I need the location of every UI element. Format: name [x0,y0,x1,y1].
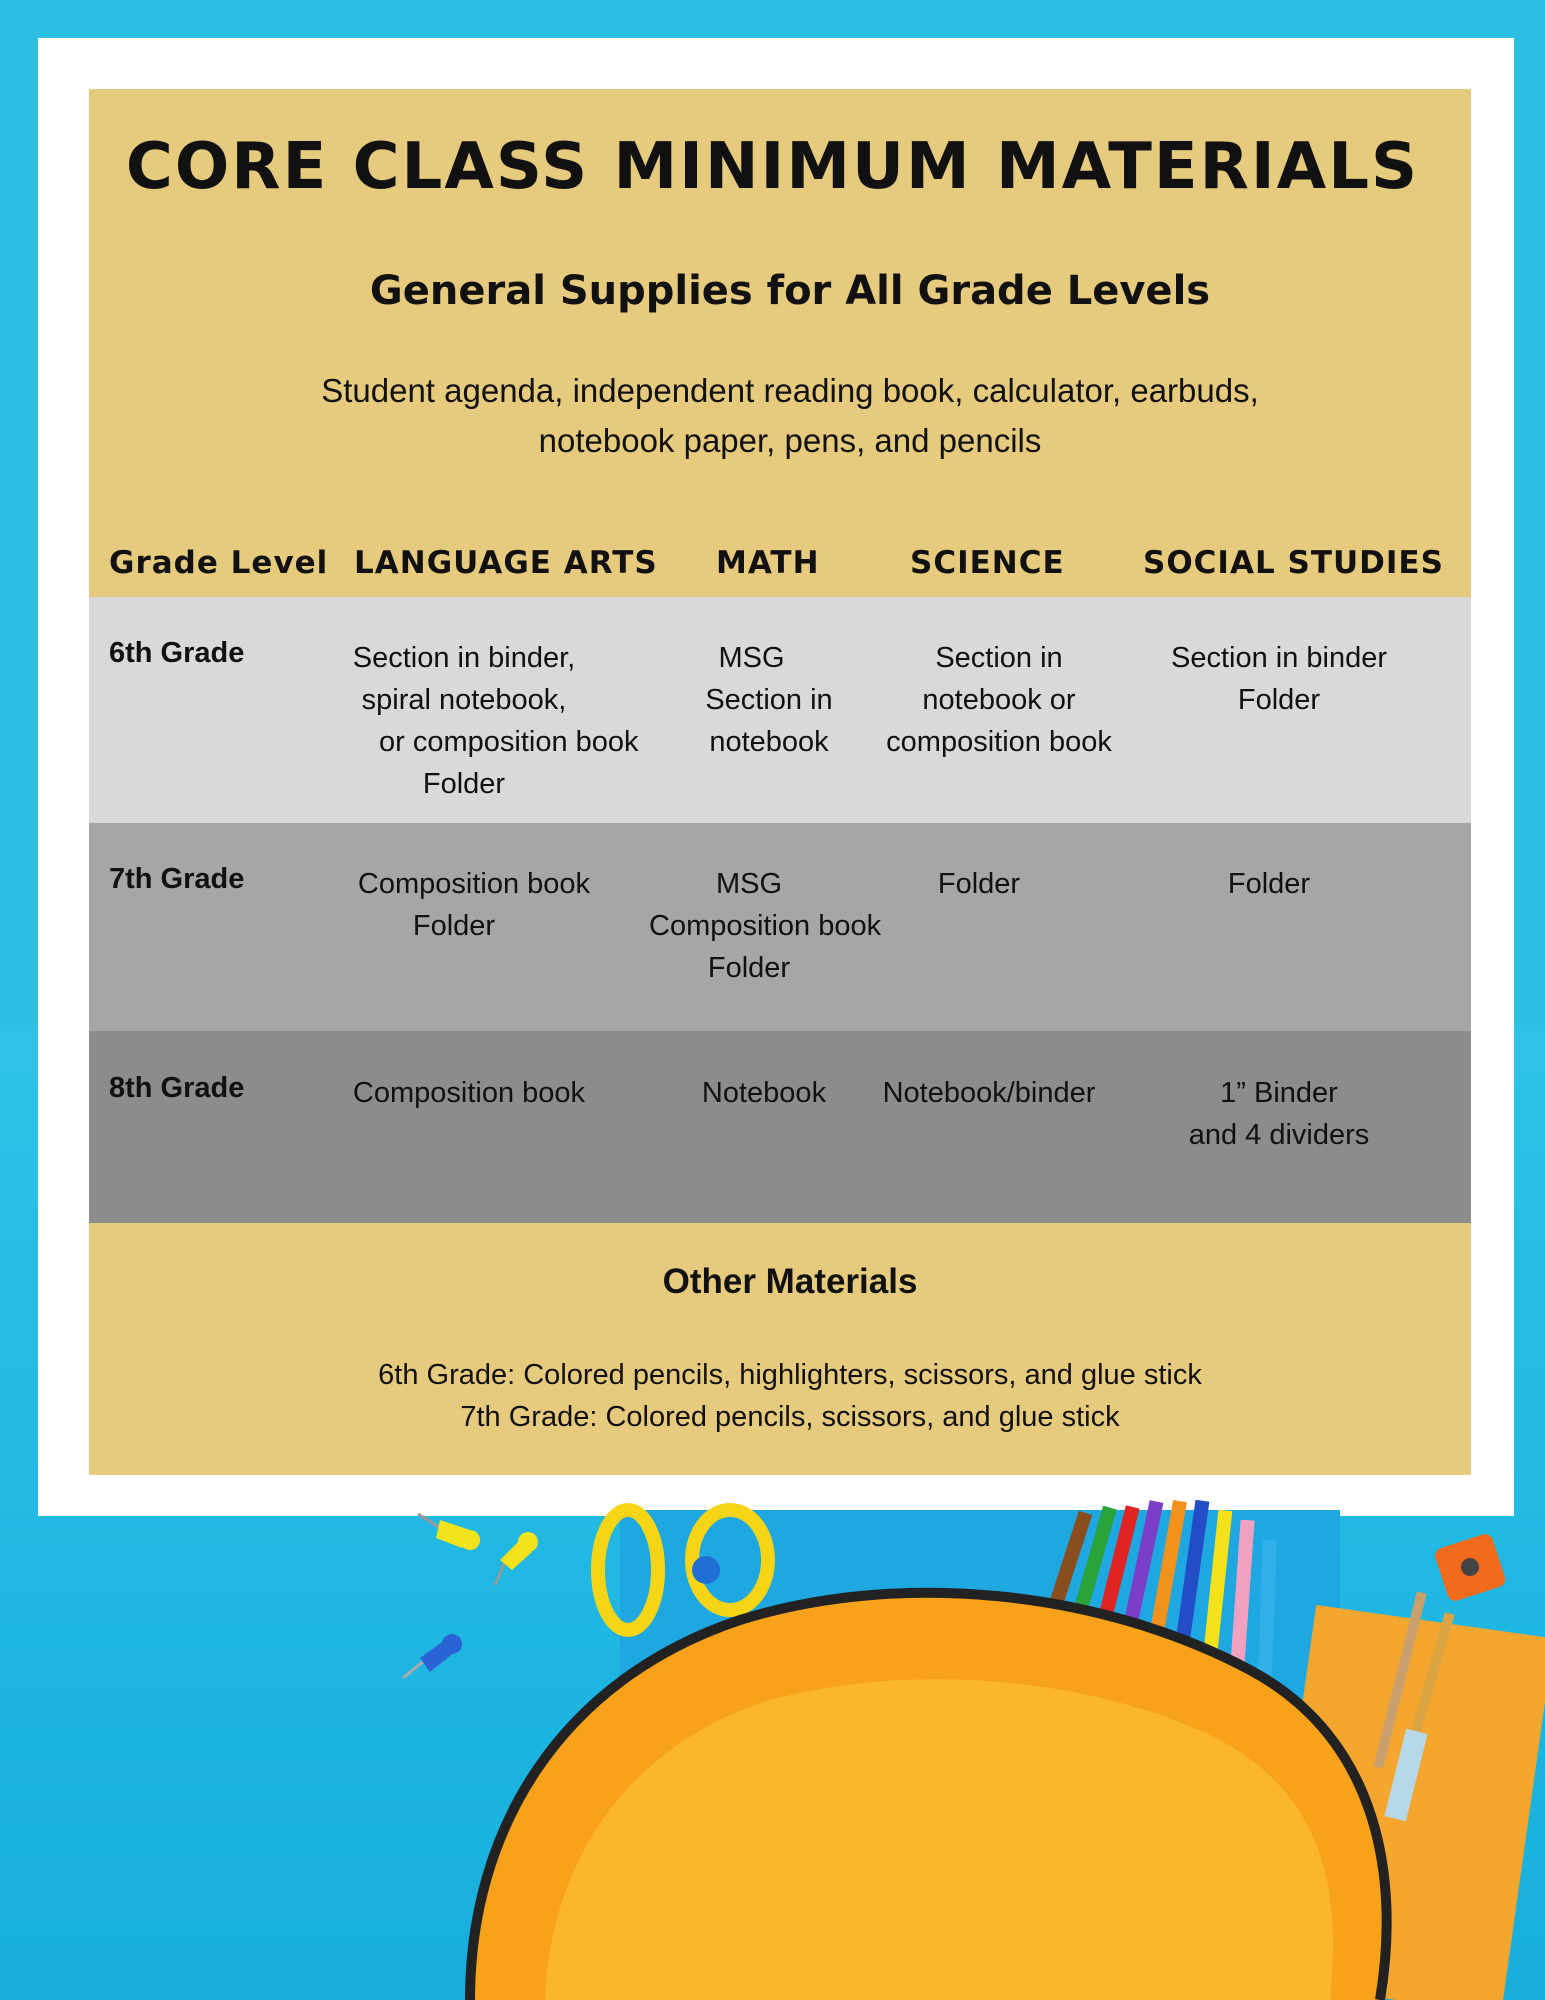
cell-line: Composition book [649,910,882,942]
cell-math [689,637,849,763]
general-supplies-line: Student agenda, independent reading book, calculator, earbuds, [321,372,1259,409]
cell-line: Folder [422,768,506,800]
cell-line: Folder [1227,868,1311,900]
cell-line: Folder [412,910,496,942]
push-pin-icon [403,1634,462,1678]
other-materials-line: 7th Grade: Colored pencils, scissors, and glue stick [460,1401,1120,1433]
other-materials-list [0,1354,1545,1438]
cell-line: spiral notebook, [361,684,567,716]
cell-social-studies [1169,1072,1389,1156]
header-language-arts: LANGUAGE ARTS [354,545,658,581]
cell-line: Composition book [357,868,591,900]
grade-label: 6th Grade [109,637,245,669]
table-row-8th-grade [89,1031,1471,1223]
cell-line: notebook [709,726,829,758]
general-supplies-line: notebook paper, pens, and pencils [538,422,1042,459]
cell-line: Section in [705,684,833,716]
cell-social-studies [1159,637,1399,721]
cell-line: Notebook/binder [882,1077,1096,1109]
grade-label: 7th Grade [109,863,245,895]
cell-line: Notebook [701,1077,827,1109]
cell-line: and 4 dividers [1188,1119,1370,1151]
general-supplies-heading: General Supplies for All Grade Levels [369,268,1211,314]
cell-line: composition book [886,726,1112,758]
cell-science [919,863,1039,905]
cell-line: Composition book [352,1077,586,1109]
other-materials-line: 6th Grade: Colored pencils, highlighters, scissors, and glue stick [378,1359,1202,1391]
cell-line: Folder [937,868,1021,900]
header-math: MATH [716,545,820,581]
cell-science [869,1072,1109,1114]
cell-line: Section in binder [1170,642,1388,674]
grade-label: 8th Grade [109,1072,245,1104]
cell-line: Section in [935,642,1063,674]
school-supplies-illustration [0,1500,1545,2000]
pencil-sharpener-icon [1433,1532,1507,1603]
cell-line: or composition book [379,726,639,758]
header-grade-level: Grade Level [109,545,329,581]
cell-line: notebook or [922,684,1076,716]
cell-line: 1” Binder [1220,1077,1338,1109]
header-social-studies: SOCIAL STUDIES [1143,545,1444,581]
cell-language-arts [349,637,639,805]
cell-math [669,1072,859,1114]
push-pin-icon [418,1514,480,1550]
cell-social-studies [1209,863,1329,905]
page-title: CORE CLASS MINIMUM MATERIALS [125,130,1420,204]
cell-line: Folder [707,952,791,984]
cell-language-arts [339,1072,599,1114]
cell-science [879,637,1119,763]
general-supplies-list [0,366,1545,466]
table-row-7th-grade [89,823,1471,1031]
table-row-6th-grade [89,597,1471,823]
cell-line: Section in binder, [352,642,576,674]
cell-line: MSG [715,868,783,900]
push-pin-icon [495,1532,538,1585]
cell-language-arts [354,863,594,947]
cell-math [649,863,882,989]
other-materials-heading: Other Materials [662,1262,918,1301]
cell-line: MSG [718,642,785,674]
header-science: SCIENCE [910,545,1065,581]
cell-line: Folder [1237,684,1321,716]
